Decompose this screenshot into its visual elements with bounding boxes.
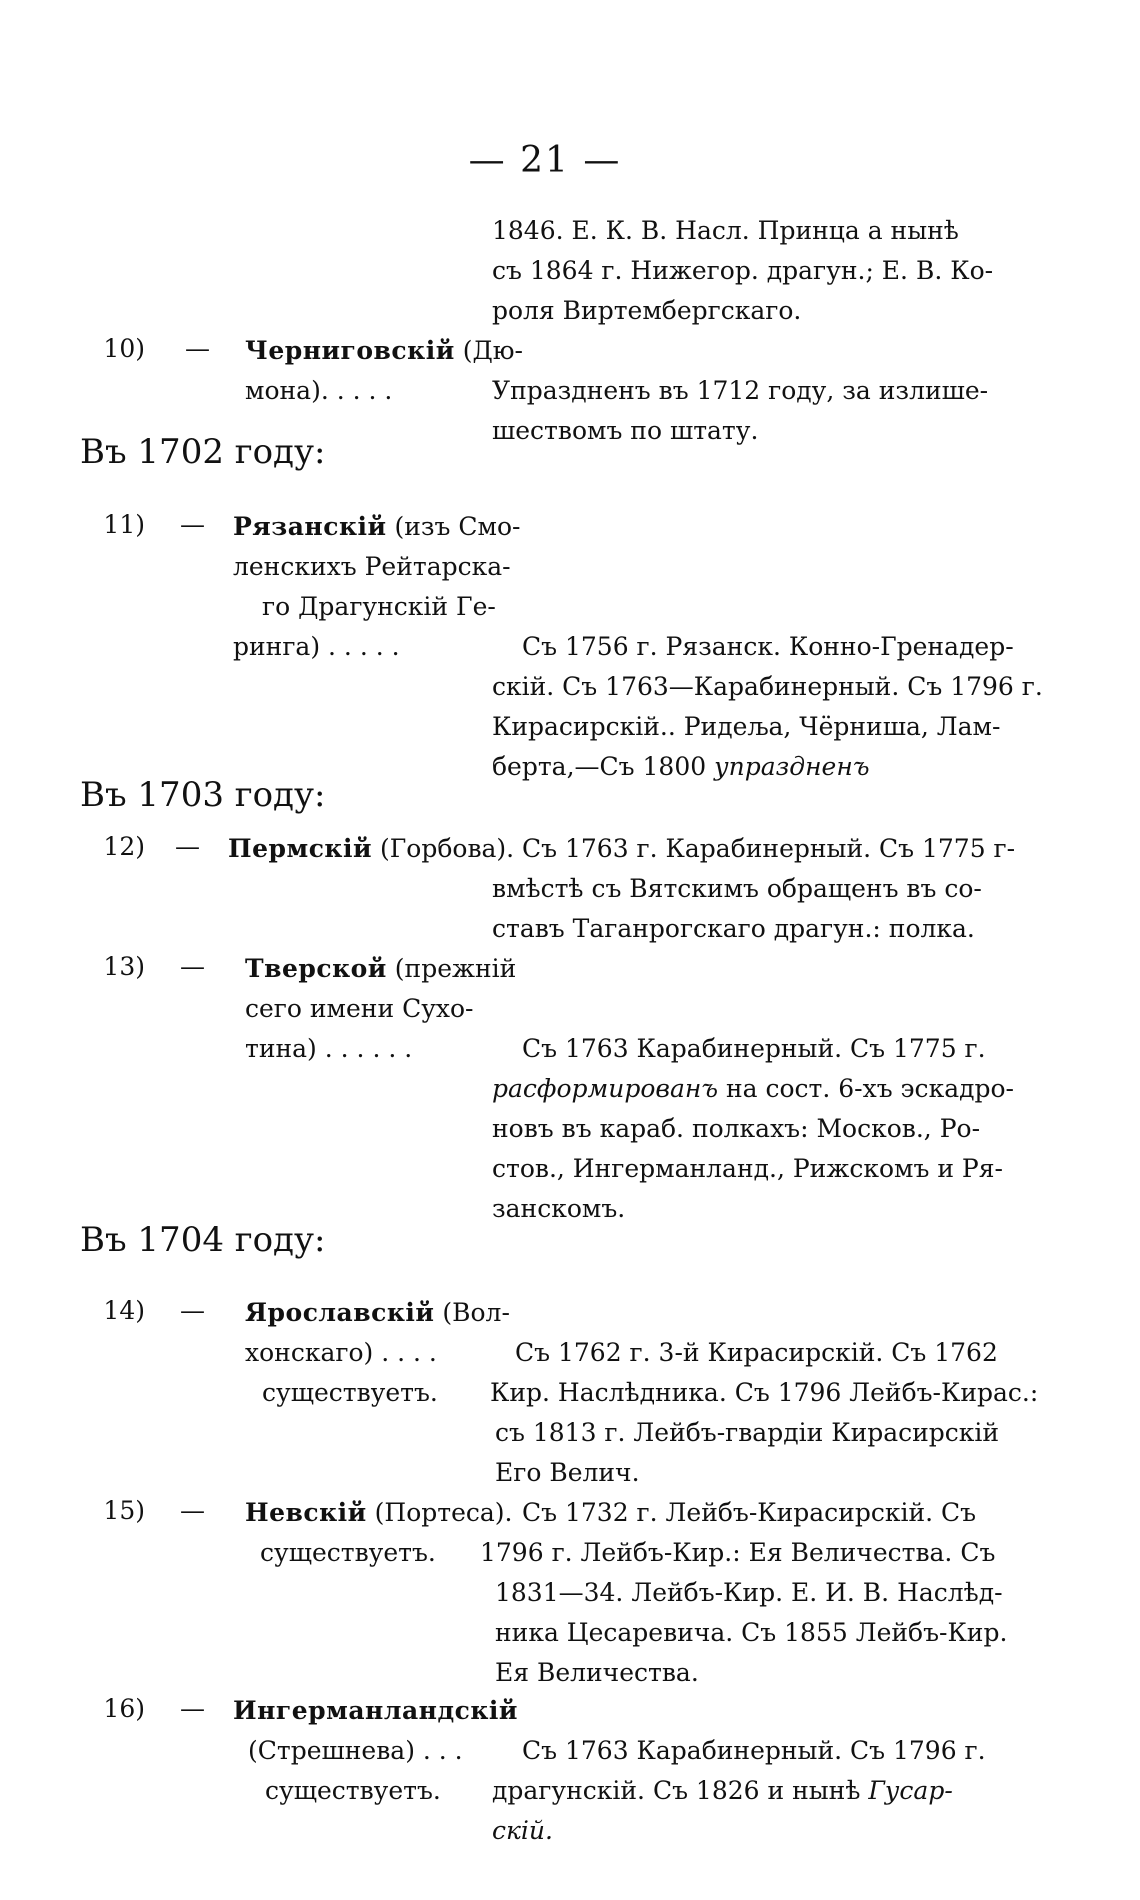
entry-number: 16) xyxy=(103,1694,145,1723)
entry-right-line: съ 1813 г. Лейбъ-гвардіи Кирасирскій xyxy=(495,1418,1000,1447)
entry-number: 14) xyxy=(103,1296,145,1325)
entry-right-line: Его Велич. xyxy=(495,1458,640,1487)
entry-left-line: сего имени Сухо- xyxy=(245,994,474,1023)
entry-dash: — xyxy=(180,510,205,539)
entry-text: (Дю- xyxy=(454,336,523,365)
entry-number: 12) xyxy=(103,832,145,861)
entry-left-line: мона). . . . . xyxy=(245,376,393,405)
regiment-name: Пермскій xyxy=(228,834,373,863)
entry-italic-text: скій. xyxy=(492,1816,553,1845)
entry-right-line: Кир. Наслѣдника. Съ 1796 Лейбъ-Кирас.: xyxy=(490,1378,1039,1407)
page-number: — 21 — xyxy=(468,140,622,181)
entry-left-line: тина) . . . . . . xyxy=(245,1034,413,1063)
regiment-name: Невскій xyxy=(245,1498,367,1527)
regiment-name: Ярославскій xyxy=(245,1298,435,1327)
entry-dash: — xyxy=(180,1694,205,1723)
entry-right-line: ника Цесаревича. Съ 1855 Лейбъ-Кир. xyxy=(495,1618,1008,1647)
entry-italic-text: упраздненъ xyxy=(714,752,870,781)
entry-dash: — xyxy=(180,952,205,981)
year-heading: Въ 1702 году: xyxy=(80,432,326,472)
entry-right-line: Съ 1763 Карабинерный. Съ 1775 г. xyxy=(522,1034,986,1063)
entry-left-line: ленскихъ Рейтарска- xyxy=(233,552,511,581)
entry-number: 11) xyxy=(103,510,145,539)
regiment-name: Ингерманландскій xyxy=(233,1696,518,1725)
entry-name-line xyxy=(245,1496,513,1530)
entry-right-line: занскомъ. xyxy=(492,1194,626,1223)
entry-dash: — xyxy=(180,1496,205,1525)
entry-left-line: хонскаго) . . . . xyxy=(245,1338,437,1367)
entry-text: (Горбова). xyxy=(372,834,515,863)
continuation-line: съ 1864 г. Нижегор. драгун.; Е. В. Ко- xyxy=(492,256,994,285)
entry-right-line: 1796 г. Лейбъ-Кир.: Ея Величества. Съ xyxy=(480,1538,996,1567)
year-heading: Въ 1703 году: xyxy=(80,775,326,815)
entry-name-line xyxy=(233,510,520,544)
entry-dash: — xyxy=(185,334,210,363)
entry-name-line xyxy=(245,334,523,368)
entry-name-line xyxy=(245,952,516,986)
entry-number: 10) xyxy=(103,334,145,363)
entry-text: (Портеса). xyxy=(366,1498,513,1527)
entry-name-line xyxy=(228,832,514,866)
entry-left-line: существуетъ. xyxy=(262,1378,438,1407)
entry-right-line: ставъ Таганрогскаго драгун.: полка. xyxy=(492,914,975,943)
entry-right-line: Упраздненъ въ 1712 году, за излише- xyxy=(492,376,989,405)
entry-right-line: Съ 1763 г. Карабинерный. Съ 1775 г- xyxy=(522,834,1016,863)
entry-dash: — xyxy=(175,832,200,861)
entry-text: драгунскій. Съ 1826 и нынѣ xyxy=(492,1776,869,1805)
continuation-line: 1846. Е. К. В. Насл. Принца а нынѣ xyxy=(492,216,959,245)
entry-right-line: Кирасирскій.. Ридеља, Чёрниша, Лам- xyxy=(492,712,1001,741)
entry-right-line: 1831—34. Лейбъ-Кир. Е. И. В. Наслѣд- xyxy=(495,1578,1003,1607)
entry-left-line: го Драгунскій Ге- xyxy=(262,592,496,621)
entry-right-line xyxy=(492,1814,553,1848)
entry-right-line: Съ 1762 г. 3-й Кирасирскій. Съ 1762 xyxy=(515,1338,998,1367)
regiment-name: Тверской xyxy=(245,954,387,983)
entry-right-line: стов., Ингерманланд., Рижскомъ и Ря- xyxy=(492,1154,1003,1183)
entry-dash: — xyxy=(180,1296,205,1325)
entry-text: (прежній xyxy=(386,954,517,983)
entry-text: (изъ Смо- xyxy=(386,512,521,541)
entry-right-line: новъ въ караб. полкахъ: Москов., Ро- xyxy=(492,1114,981,1143)
continuation-line: роля Виртембергскаго. xyxy=(492,296,802,325)
entry-right-line: шествомъ по штату. xyxy=(492,416,759,445)
entry-right-line: вмѣстѣ съ Вятскимъ обращенъ въ со- xyxy=(492,874,982,903)
entry-right-line: Съ 1732 г. Лейбъ-Кирасирскій. Съ xyxy=(522,1498,977,1527)
regiment-name: Рязанскій xyxy=(233,512,387,541)
entry-right-line: Съ 1756 г. Рязанск. Конно-Гренадер- xyxy=(522,632,1014,661)
entry-right-line xyxy=(492,1072,1014,1106)
entry-italic-text: расформированъ xyxy=(492,1074,719,1103)
entry-left-line: существуетъ. xyxy=(265,1776,441,1805)
entry-right-line: Съ 1763 Карабинерный. Съ 1796 г. xyxy=(522,1736,986,1765)
entry-name-line xyxy=(245,1296,510,1330)
entry-text: на сост. 6-хъ эскадро- xyxy=(718,1074,1014,1103)
entry-left-line: (Стрешнева) . . . xyxy=(248,1736,463,1765)
entry-right-line: Ея Величества. xyxy=(495,1658,699,1687)
entry-number: 15) xyxy=(103,1496,145,1525)
entry-right-line xyxy=(492,1774,953,1808)
entry-name-line xyxy=(233,1694,518,1728)
entry-left-line: существуетъ. xyxy=(260,1538,436,1567)
entry-left-line: ринга) . . . . . xyxy=(233,632,400,661)
year-heading: Въ 1704 году: xyxy=(80,1220,326,1260)
regiment-name: Черниговскій xyxy=(245,336,455,365)
entry-number: 13) xyxy=(103,952,145,981)
entry-text: берта,—Съ 1800 xyxy=(492,752,715,781)
entry-right-line xyxy=(492,750,869,784)
entry-italic-text: Гусар- xyxy=(868,1776,953,1805)
entry-text: (Вол- xyxy=(434,1298,510,1327)
entry-right-line: скій. Съ 1763—Карабинерный. Съ 1796 г. xyxy=(492,672,1043,701)
